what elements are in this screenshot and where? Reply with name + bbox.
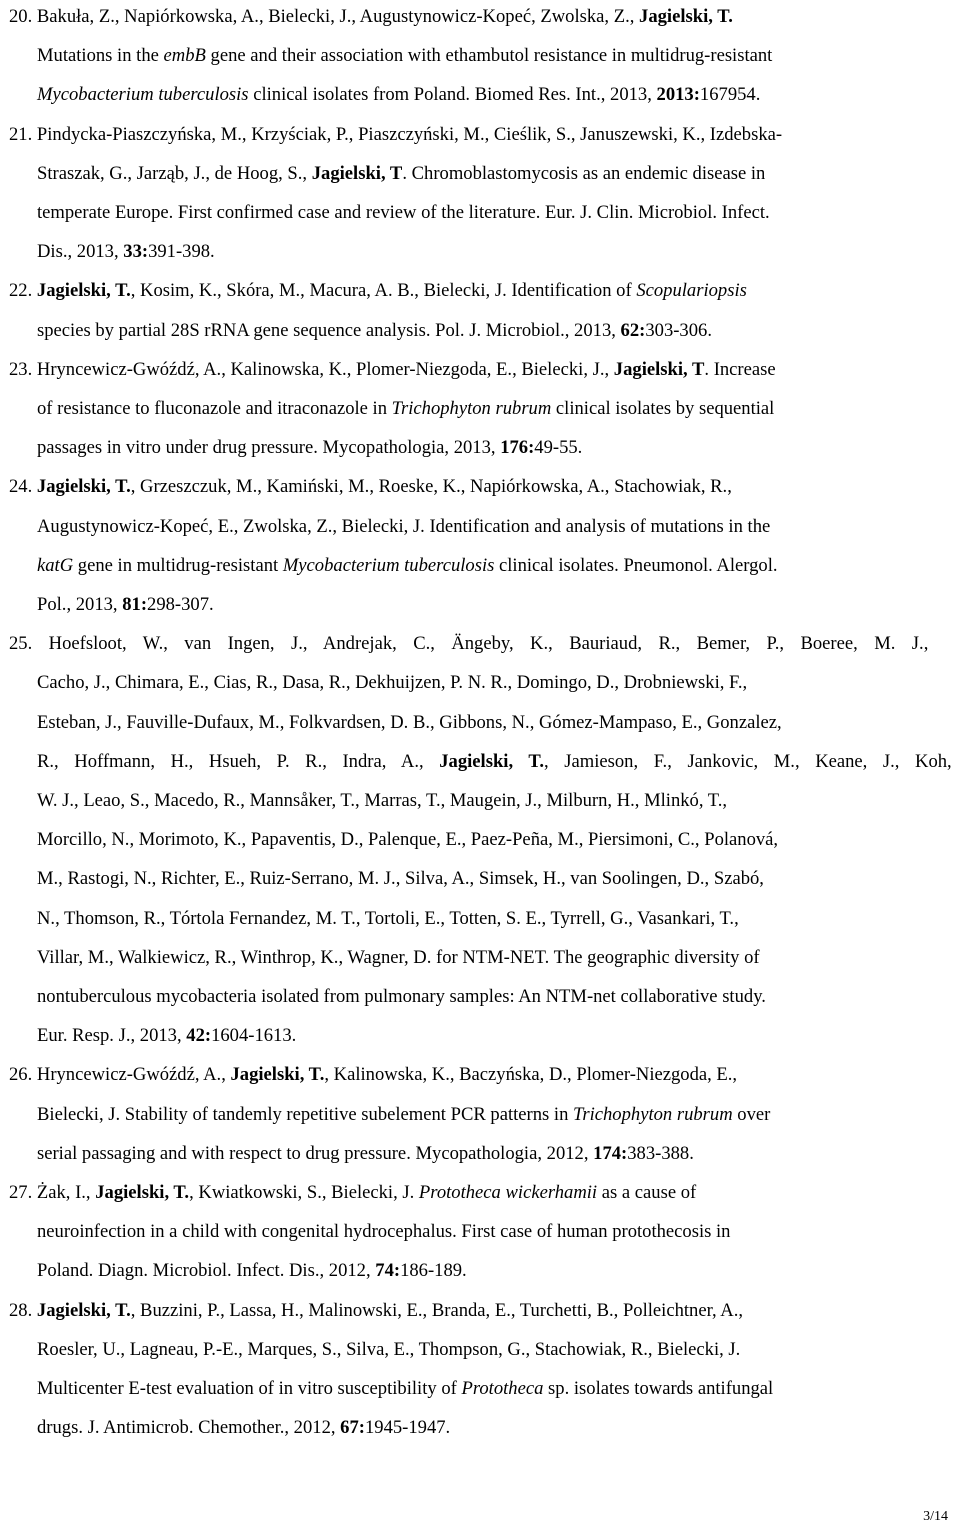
reference-text: clinical isolates by sequential — [551, 398, 775, 419]
reference-text: Hryncewicz-Gwóźdź, A., Kalinowska, K., Plomer-Niezgoda, E., Bielecki, J., — [36, 358, 614, 380]
reference-text: 1945-1947. — [364, 1417, 451, 1439]
reference-first-line — [9, 1064, 737, 1086]
bold-text: 67: — [340, 1417, 365, 1439]
reference-number: 27. — [9, 1182, 37, 1203]
reference-text: Multicenter E-test evaluation of in vitro susceptibility of — [37, 1378, 462, 1399]
reference-text: 303-306. — [645, 319, 712, 341]
reference-text: R., Hoffmann, H., Hsueh, P. R., Indra, A., — [37, 750, 440, 772]
reference-line — [37, 594, 214, 616]
reference-text: Eur. Resp. J., 2013, — [37, 1025, 187, 1047]
reference-text: , Grzeszczuk, M., Kamiński, M., Roeske, K., Napiórkowska, A., Stachowiak, R., — [130, 476, 732, 498]
reference-line — [37, 1221, 730, 1243]
reference-text: , Jamieson, F., Jankovic, M., Keane, J., Koh, — [544, 750, 952, 772]
bold-text: 2013: — [656, 84, 700, 106]
reference-line — [37, 790, 727, 812]
reference-line — [37, 1104, 770, 1126]
reference-text: clinical isolates from Poland. Biomed Res. Int., 2013, — [248, 84, 657, 106]
reference-text: W. J., Leao, S., Macedo, R., Mannsåker, T., Marras, T., Maugein, J., Milburn, H., Mlinkó, T., — [37, 790, 728, 811]
reference-line — [37, 437, 582, 459]
reference-text: neuroinfection in a child with congenital hydrocephalus. First case of human protothecosis in — [37, 1221, 731, 1243]
reference-text: Poland. Diagn. Microbiol. Infect. Dis., 2012, — [37, 1260, 376, 1282]
reference-text: 383-388. — [627, 1142, 694, 1164]
reference-text: passages in vitro under drug pressure. Mycopathologia, 2013, — [37, 437, 501, 459]
reference-line — [37, 1025, 296, 1047]
italic-text: katG — [37, 554, 74, 576]
reference-line — [37, 1143, 694, 1165]
reference-text: Straszak, G., Jarząb, J., de Hoog, S., — [37, 162, 312, 184]
reference-line — [37, 751, 952, 773]
bold-text: Jagielski, T — [613, 358, 705, 380]
reference-text: Hryncewicz-Gwóźdź, A., — [36, 1064, 231, 1086]
reference-line — [37, 45, 772, 67]
reference-line — [37, 868, 764, 890]
reference-line — [37, 516, 770, 538]
reference-first-line — [9, 1300, 743, 1322]
reference-number: 26. — [9, 1064, 37, 1086]
reference-number: 28. — [9, 1299, 37, 1321]
bold-text: Jagielski, T — [311, 162, 403, 184]
reference-number: 22. — [9, 280, 37, 302]
page-number: 3/14 — [923, 1509, 948, 1524]
reference-text: 49-55. — [534, 437, 583, 459]
reference-text: Esteban, J., Fauville-Dufaux, M., Folkvardsen, D. B., Gibbons, N., Gómez-Mampaso, E., Gonzalez, — [37, 711, 782, 733]
reference-text: Bakuła, Z., Napiórkowska, A., Bielecki, J., Augustynowicz-Kopeć, Zwolska, Z., — [36, 6, 640, 27]
reference-text: Cacho, J., Chimara, E., Cias, R., Dasa, R., Dekhuijzen, P. N. R., Domingo, D., Drobniewski, F., — [37, 672, 748, 694]
bold-text: 176: — [500, 437, 535, 459]
bold-text: 62: — [620, 319, 646, 341]
reference-first-line — [9, 359, 776, 381]
reference-text: Morcillo, N., Morimoto, K., Papaventis, D., Palenque, E., Paez-Peña, M., Piersimoni, C., Polanová, — [37, 829, 779, 851]
reference-text: , Kosim, K., Skóra, M., Macura, A. B., Bielecki, J. Identification of — [130, 280, 637, 302]
reference-text: Villar, M., Walkiewicz, R., Winthrop, K., Wagner, D. for NTM-NET. The geographic diversity of — [37, 946, 760, 968]
reference-line — [37, 84, 760, 106]
bold-text: 81: — [122, 594, 148, 615]
italic-text: Trichophyton rubrum — [573, 1103, 733, 1125]
bold-text: 42: — [186, 1025, 212, 1047]
reference-line — [37, 555, 778, 577]
reference-first-line — [9, 476, 732, 498]
reference-line — [37, 398, 774, 420]
reference-line — [37, 947, 760, 969]
reference-text: gene and their association with ethambutol resistance in multidrug-resistant — [205, 45, 773, 67]
italic-text: Prototheca — [461, 1378, 544, 1399]
italic-text: Trichophyton rubrum — [391, 398, 552, 419]
reference-line — [37, 1260, 467, 1282]
reference-text: over — [732, 1103, 771, 1125]
reference-line — [37, 163, 765, 185]
italic-text: Prototheca wickerhamii — [418, 1182, 598, 1203]
reference-line — [37, 1417, 450, 1439]
reference-line — [37, 1339, 740, 1361]
reference-text: sp. isolates towards antifungal — [543, 1378, 774, 1399]
reference-first-line — [9, 1182, 696, 1204]
reference-number: 23. — [9, 358, 37, 380]
reference-text: , Buzzini, P., Lassa, H., Malinowski, E., Branda, E., Turchetti, B., Polleichtner, A., — [130, 1299, 744, 1321]
bold-text: 74: — [375, 1260, 401, 1282]
reference-text: of resistance to fluconazole and itraconazole in — [37, 398, 392, 419]
reference-line — [37, 986, 766, 1008]
italic-text: embB — [163, 45, 206, 67]
reference-text: Pindycka-Piaszczyńska, M., Krzyściak, P., Piaszczyński, M., Cieślik, S., Januszewski, K., Izdebska- — [36, 123, 783, 145]
reference-text: serial passaging and with respect to drug pressure. Mycopathologia, 2012, — [37, 1142, 594, 1164]
reference-text: , Kwiatkowski, S., Bielecki, J. — [189, 1182, 419, 1203]
italic-text: Mycobacterium tuberculosis — [37, 84, 249, 106]
bold-text: Jagielski, T. — [95, 1182, 190, 1203]
bold-text: 174: — [593, 1142, 628, 1164]
reference-number: 25. — [9, 633, 49, 655]
reference-number: 24. — [9, 476, 37, 498]
reference-first-line — [9, 280, 747, 302]
reference-line — [37, 829, 778, 851]
reference-text: temperate Europe. First confirmed case and review of the literature. Eur. J. Clin. Microbiol. Infect. — [37, 202, 770, 223]
reference-line — [37, 672, 747, 694]
bold-text: Jagielski, T. — [439, 750, 545, 772]
bold-text: Jagielski, T. — [36, 1299, 131, 1321]
reference-text: N., Thomson, R., Tórtola Fernandez, M. T., Tortoli, E., Totten, S. E., Tyrrell, G., Vasankari, T., — [37, 907, 739, 929]
reference-first-line — [9, 633, 928, 655]
reference-line — [37, 241, 215, 263]
reference-number: 20. — [9, 6, 37, 27]
reference-text: Pol., 2013, — [37, 594, 123, 615]
reference-text: 391-398. — [148, 241, 215, 263]
bold-text: Jagielski, T. — [36, 280, 131, 302]
reference-text: M., Rastogi, N., Richter, E., Ruiz-Serrano, M. J., Silva, A., Simsek, H., van Soolingen, D., Szabó, — [37, 868, 764, 890]
reference-first-line — [9, 6, 733, 28]
reference-text: 298-307. — [147, 594, 214, 615]
reference-text: Dis., 2013, — [37, 241, 124, 263]
bold-text: 33: — [123, 241, 149, 263]
reference-line — [37, 712, 782, 734]
reference-line — [37, 908, 739, 930]
reference-text: . Chromoblastomycosis as an endemic disease in — [402, 162, 766, 184]
reference-text: Roesler, U., Lagneau, P.-E., Marques, S., Silva, E., Thompson, G., Stachowiak, R., Bielecki, J. — [37, 1338, 741, 1360]
bold-text: Jagielski, T. — [639, 6, 733, 27]
reference-text: , Kalinowska, K., Baczyńska, D., Plomer-Niezgoda, E., — [324, 1064, 738, 1086]
reference-text: 1604-1613. — [211, 1025, 297, 1047]
reference-text: Mutations in the — [37, 45, 164, 67]
italic-text: Scopulariopsis — [636, 280, 747, 302]
reference-line — [37, 320, 712, 342]
reference-text: gene in multidrug-resistant — [73, 554, 283, 576]
reference-line — [37, 1378, 773, 1400]
reference-number: 21. — [9, 123, 37, 145]
reference-text: as a cause of — [597, 1182, 697, 1203]
reference-text: nontuberculous mycobacteria isolated from pulmonary samples: An NTM-net collaborative study. — [37, 986, 766, 1007]
italic-text: Mycobacterium tuberculosis — [282, 554, 495, 576]
reference-line — [37, 202, 770, 224]
bold-text: Jagielski, T. — [230, 1064, 325, 1086]
reference-text: drugs. J. Antimicrob. Chemother., 2012, — [37, 1417, 341, 1439]
reference-text: . Increase — [704, 358, 776, 380]
reference-text: Hoefsloot, W., van Ingen, J., Andrejak, C., Ängeby, K., Bauriaud, R., Bemer, P., Boeree, M. J., — [48, 633, 929, 655]
reference-first-line — [9, 124, 782, 146]
reference-text: 167954. — [699, 84, 761, 106]
reference-text: species by partial 28S rRNA gene sequence analysis. Pol. J. Microbiol., 2013, — [37, 319, 621, 341]
reference-text: clinical isolates. Pneumonol. Alergol. — [494, 554, 778, 576]
reference-text: Bielecki, J. Stability of tandemly repetitive subelement PCR patterns in — [37, 1103, 574, 1125]
reference-text: Żak, I., — [36, 1182, 96, 1203]
bold-text: Jagielski, T. — [36, 476, 131, 498]
reference-text: Augustynowicz-Kopeć, E., Zwolska, Z., Bielecki, J. Identification and analysis of mutations in the — [37, 515, 771, 537]
reference-text: 186-189. — [400, 1260, 467, 1282]
